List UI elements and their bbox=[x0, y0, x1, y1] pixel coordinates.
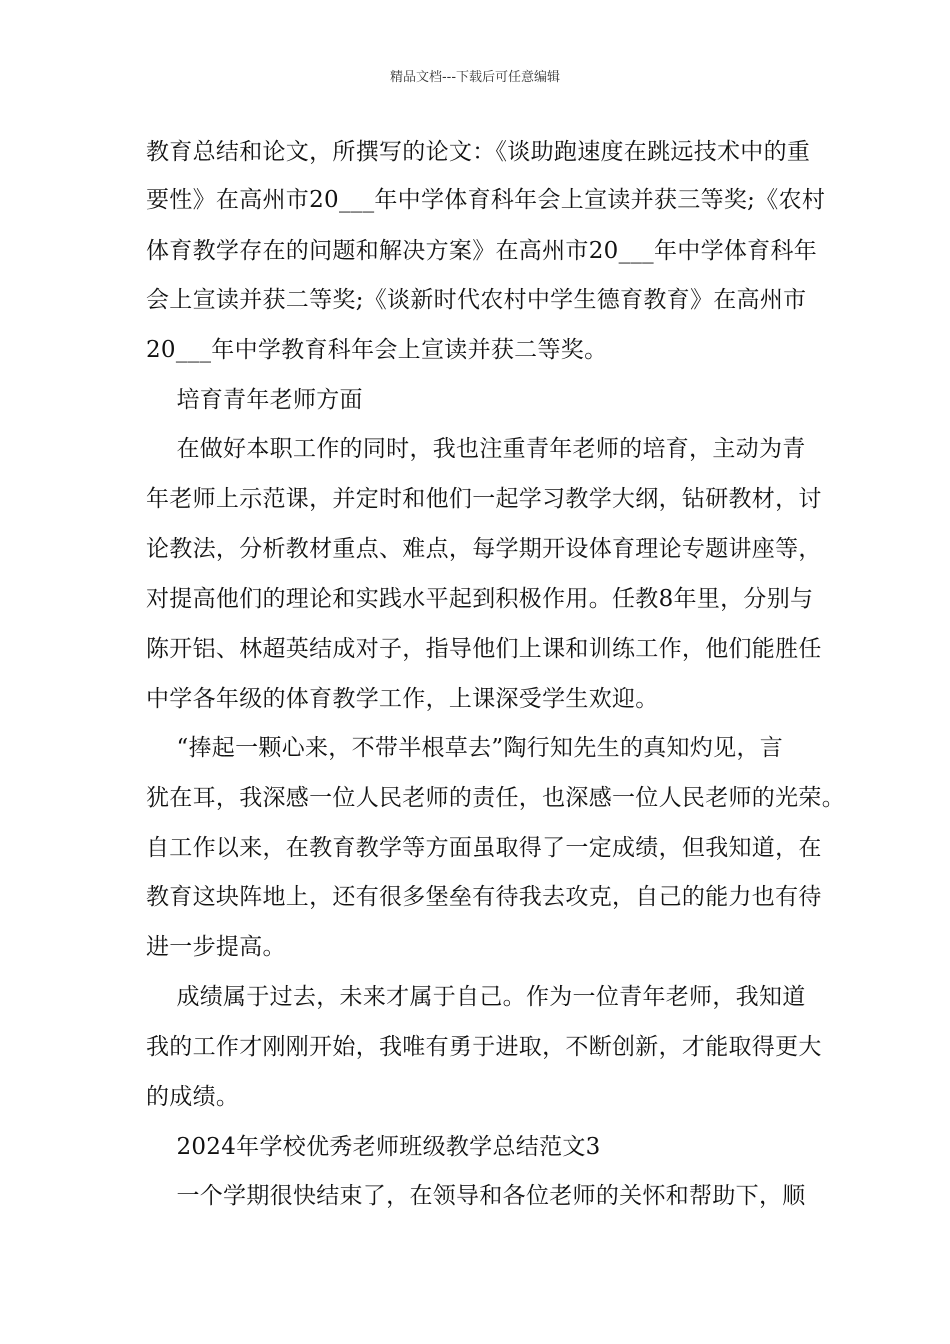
text-line: 教育总结和论文，所撰写的论文：《谈助跑速度在跳远技术中的重 bbox=[146, 139, 811, 165]
text-line: 我的工作才刚刚开始，我唯有勇于进取，不断创新，才能取得更大 bbox=[146, 1034, 822, 1060]
text-line: 自工作以来，在教育教学等方面虽取得了一定成绩，但我知道，在 bbox=[146, 835, 822, 861]
text-line: 年老师上示范课，并定时和他们一起学习教学大纲，钻研教材，讨 bbox=[146, 486, 822, 512]
text-line: 论教法，分析教材重点、难点，每学期开设体育理论专题讲座等， bbox=[146, 536, 822, 562]
text-line: 会上宣读并获二等奖;《谈新时代农村中学生德育教育》在高州市 bbox=[146, 287, 807, 313]
text-line: 中学各年级的体育教学工作，上课深受学生欢迎。 bbox=[146, 686, 659, 712]
text-line: 一个学期很快结束了，在领导和各位老师的关怀和帮助下，顺 bbox=[146, 1183, 806, 1209]
text-line: “捧起一颗心来，不带半根草去”陶行知先生的真知灼见，言 bbox=[146, 735, 784, 761]
text-line: 成绩属于过去，未来才属于自己。作为一位青年老师，我知道 bbox=[146, 984, 806, 1010]
text-line: 犹在耳，我深感一位人民老师的责任，也深感一位人民老师的光荣。 bbox=[146, 785, 845, 811]
page-header: 精品文档---下载后可任意编辑 bbox=[389, 70, 561, 85]
text-line: 在做好本职工作的同时，我也注重青年老师的培育，主动为青 bbox=[146, 436, 806, 462]
section-heading: 培育青年老师方面 bbox=[146, 387, 363, 413]
text-line: 教育这块阵地上，还有很多堡垒有待我去攻克，自己的能力也有待 bbox=[146, 884, 822, 910]
text-line: 的成绩。 bbox=[146, 1084, 240, 1110]
text-line: 陈开铝、林超英结成对子，指导他们上课和训练工作，他们能胜任 bbox=[146, 636, 822, 662]
text-line: 体育教学存在的问题和解决方案》在高州市20___年中学体育科年 bbox=[146, 238, 818, 264]
text-line: 对提高他们的理论和实践水平起到积极作用。任教8年里，分别与 bbox=[146, 586, 814, 612]
text-line: 要性》在高州市20___年中学体育科年会上宣读并获三等奖;《农村 bbox=[146, 187, 826, 213]
section-heading: 2024年学校优秀老师班级教学总结范文3 bbox=[146, 1134, 601, 1160]
text-line: 20___年中学教育科年会上宣读并获二等奖。 bbox=[146, 337, 608, 363]
text-line: 进一步提高。 bbox=[146, 934, 286, 960]
